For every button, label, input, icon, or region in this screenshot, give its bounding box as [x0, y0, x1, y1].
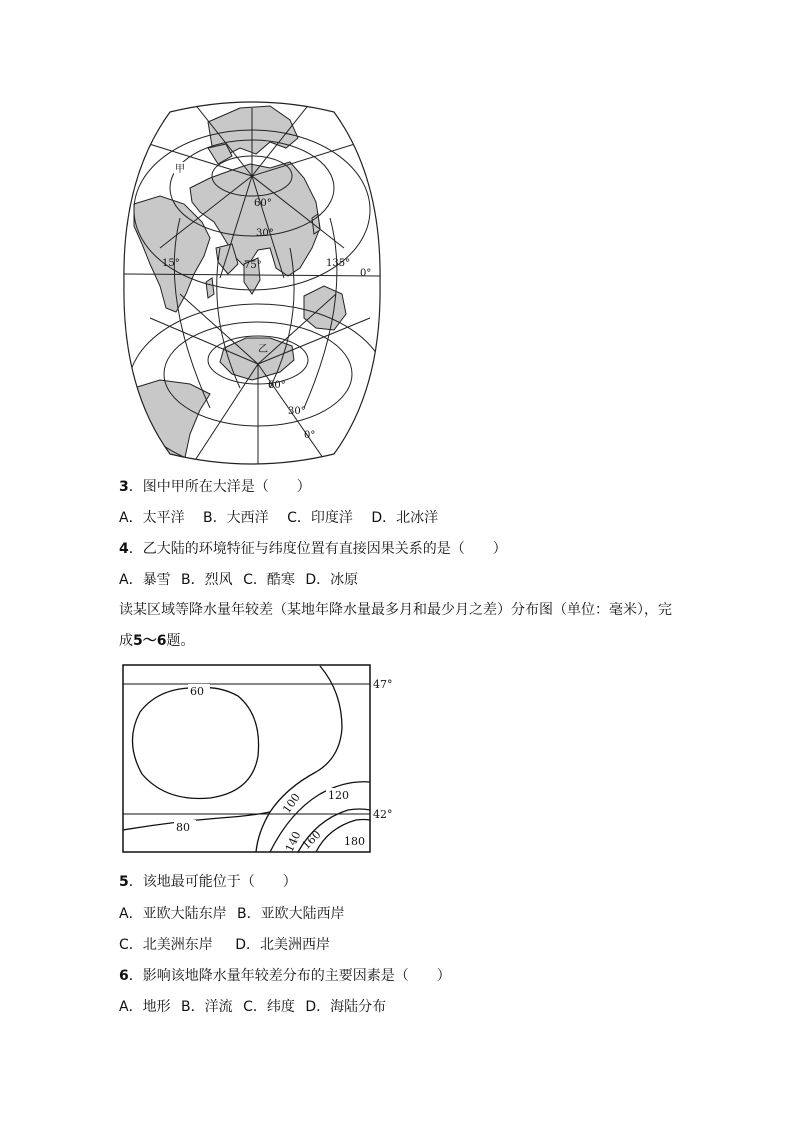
question-3: [119, 477, 311, 497]
question-6: [119, 966, 451, 986]
contour-label-80: 80: [176, 821, 190, 834]
label-lon-15: 15°: [162, 258, 180, 269]
q5-option-c[interactable]: C．北美洲东岸: [119, 937, 213, 953]
q5-option-d[interactable]: D．北美洲西岸: [235, 937, 331, 953]
latitude-label-47: 47°: [373, 678, 393, 691]
contour-label-100: 100: [280, 791, 303, 816]
q6-option-c[interactable]: C．纬度: [243, 999, 295, 1015]
landmass-madagascar: [206, 278, 214, 298]
question-5-text: ．该地最可能位于（ ）: [128, 874, 297, 890]
label-lon-135: 135°: [326, 258, 351, 269]
q4-option-d[interactable]: D．冰原: [305, 572, 359, 588]
label-lat-30s: 30°: [288, 406, 306, 417]
contour-label-140: 140: [282, 829, 304, 854]
label-lat-60s: 60°: [268, 380, 286, 391]
q3-option-a[interactable]: A．太平洋: [119, 510, 185, 526]
q6-option-b[interactable]: B．洋流: [181, 999, 233, 1015]
latitude-label-42: 42°: [373, 808, 393, 821]
label-lon-0: 0°: [360, 268, 372, 279]
contour-label-180: 180: [344, 835, 365, 848]
q4-option-a[interactable]: A．暴雪: [119, 572, 171, 588]
question-3-options: [119, 508, 444, 528]
question-6-options: [119, 997, 392, 1017]
contour-label-120: 120: [328, 789, 349, 802]
polar-projection-map: [120, 98, 384, 468]
question-5-number: 5: [119, 874, 129, 890]
label-lat-0s: 0°: [304, 430, 316, 441]
label-lon-75: 75°: [244, 260, 262, 271]
q3-option-c[interactable]: C．印度洋: [287, 510, 353, 526]
contour-label-60: 60: [190, 685, 204, 698]
question-4: [119, 539, 507, 559]
reading-intro: [119, 595, 689, 657]
intro-line-1: 读某区域等降水量年较差（某地年降水量最多月和最少月之差）分布图（单位：毫米），完: [119, 602, 672, 618]
label-jia: 甲: [175, 164, 185, 175]
question-3-number: 3: [119, 479, 129, 495]
question-6-number: 6: [119, 968, 129, 984]
landmass-antarctica: [220, 338, 294, 380]
intro-line-2: 成5～6题。: [119, 633, 195, 649]
question-5-options-row-1: [119, 904, 351, 924]
q5-option-a[interactable]: A．亚欧大陆东岸: [119, 906, 227, 922]
q6-option-d[interactable]: D．海陆分布: [305, 999, 387, 1015]
q6-option-a[interactable]: A．地形: [119, 999, 171, 1015]
question-4-options: [119, 570, 364, 590]
question-3-text: ．图中甲所在大洋是（ ）: [128, 479, 311, 495]
q4-option-b[interactable]: B．烈风: [181, 572, 233, 588]
label-lat-60n: 60°: [254, 198, 272, 209]
q5-option-b[interactable]: B．亚欧大陆西岸: [237, 906, 345, 922]
q4-option-c[interactable]: C．酷寒: [243, 572, 295, 588]
contour-label-160: 160: [299, 827, 324, 853]
label-yi: 乙: [258, 344, 268, 355]
landmass-australia: [304, 286, 346, 330]
q3-option-b[interactable]: B．大西洋: [203, 510, 269, 526]
landmass-africa: [134, 196, 210, 312]
question-4-text: ．乙大陆的环境特征与纬度位置有直接因果关系的是（ ）: [128, 541, 507, 557]
question-5: [119, 872, 297, 892]
label-lat-30n: 30°: [256, 228, 274, 239]
precipitation-contour-map: [120, 662, 400, 858]
q3-option-d[interactable]: D．北冰洋: [371, 510, 439, 526]
question-4-number: 4: [119, 541, 129, 557]
question-6-text: ．影响该地降水量年较差分布的主要因素是（ ）: [128, 968, 451, 984]
question-5-options-row-2: [119, 935, 336, 955]
